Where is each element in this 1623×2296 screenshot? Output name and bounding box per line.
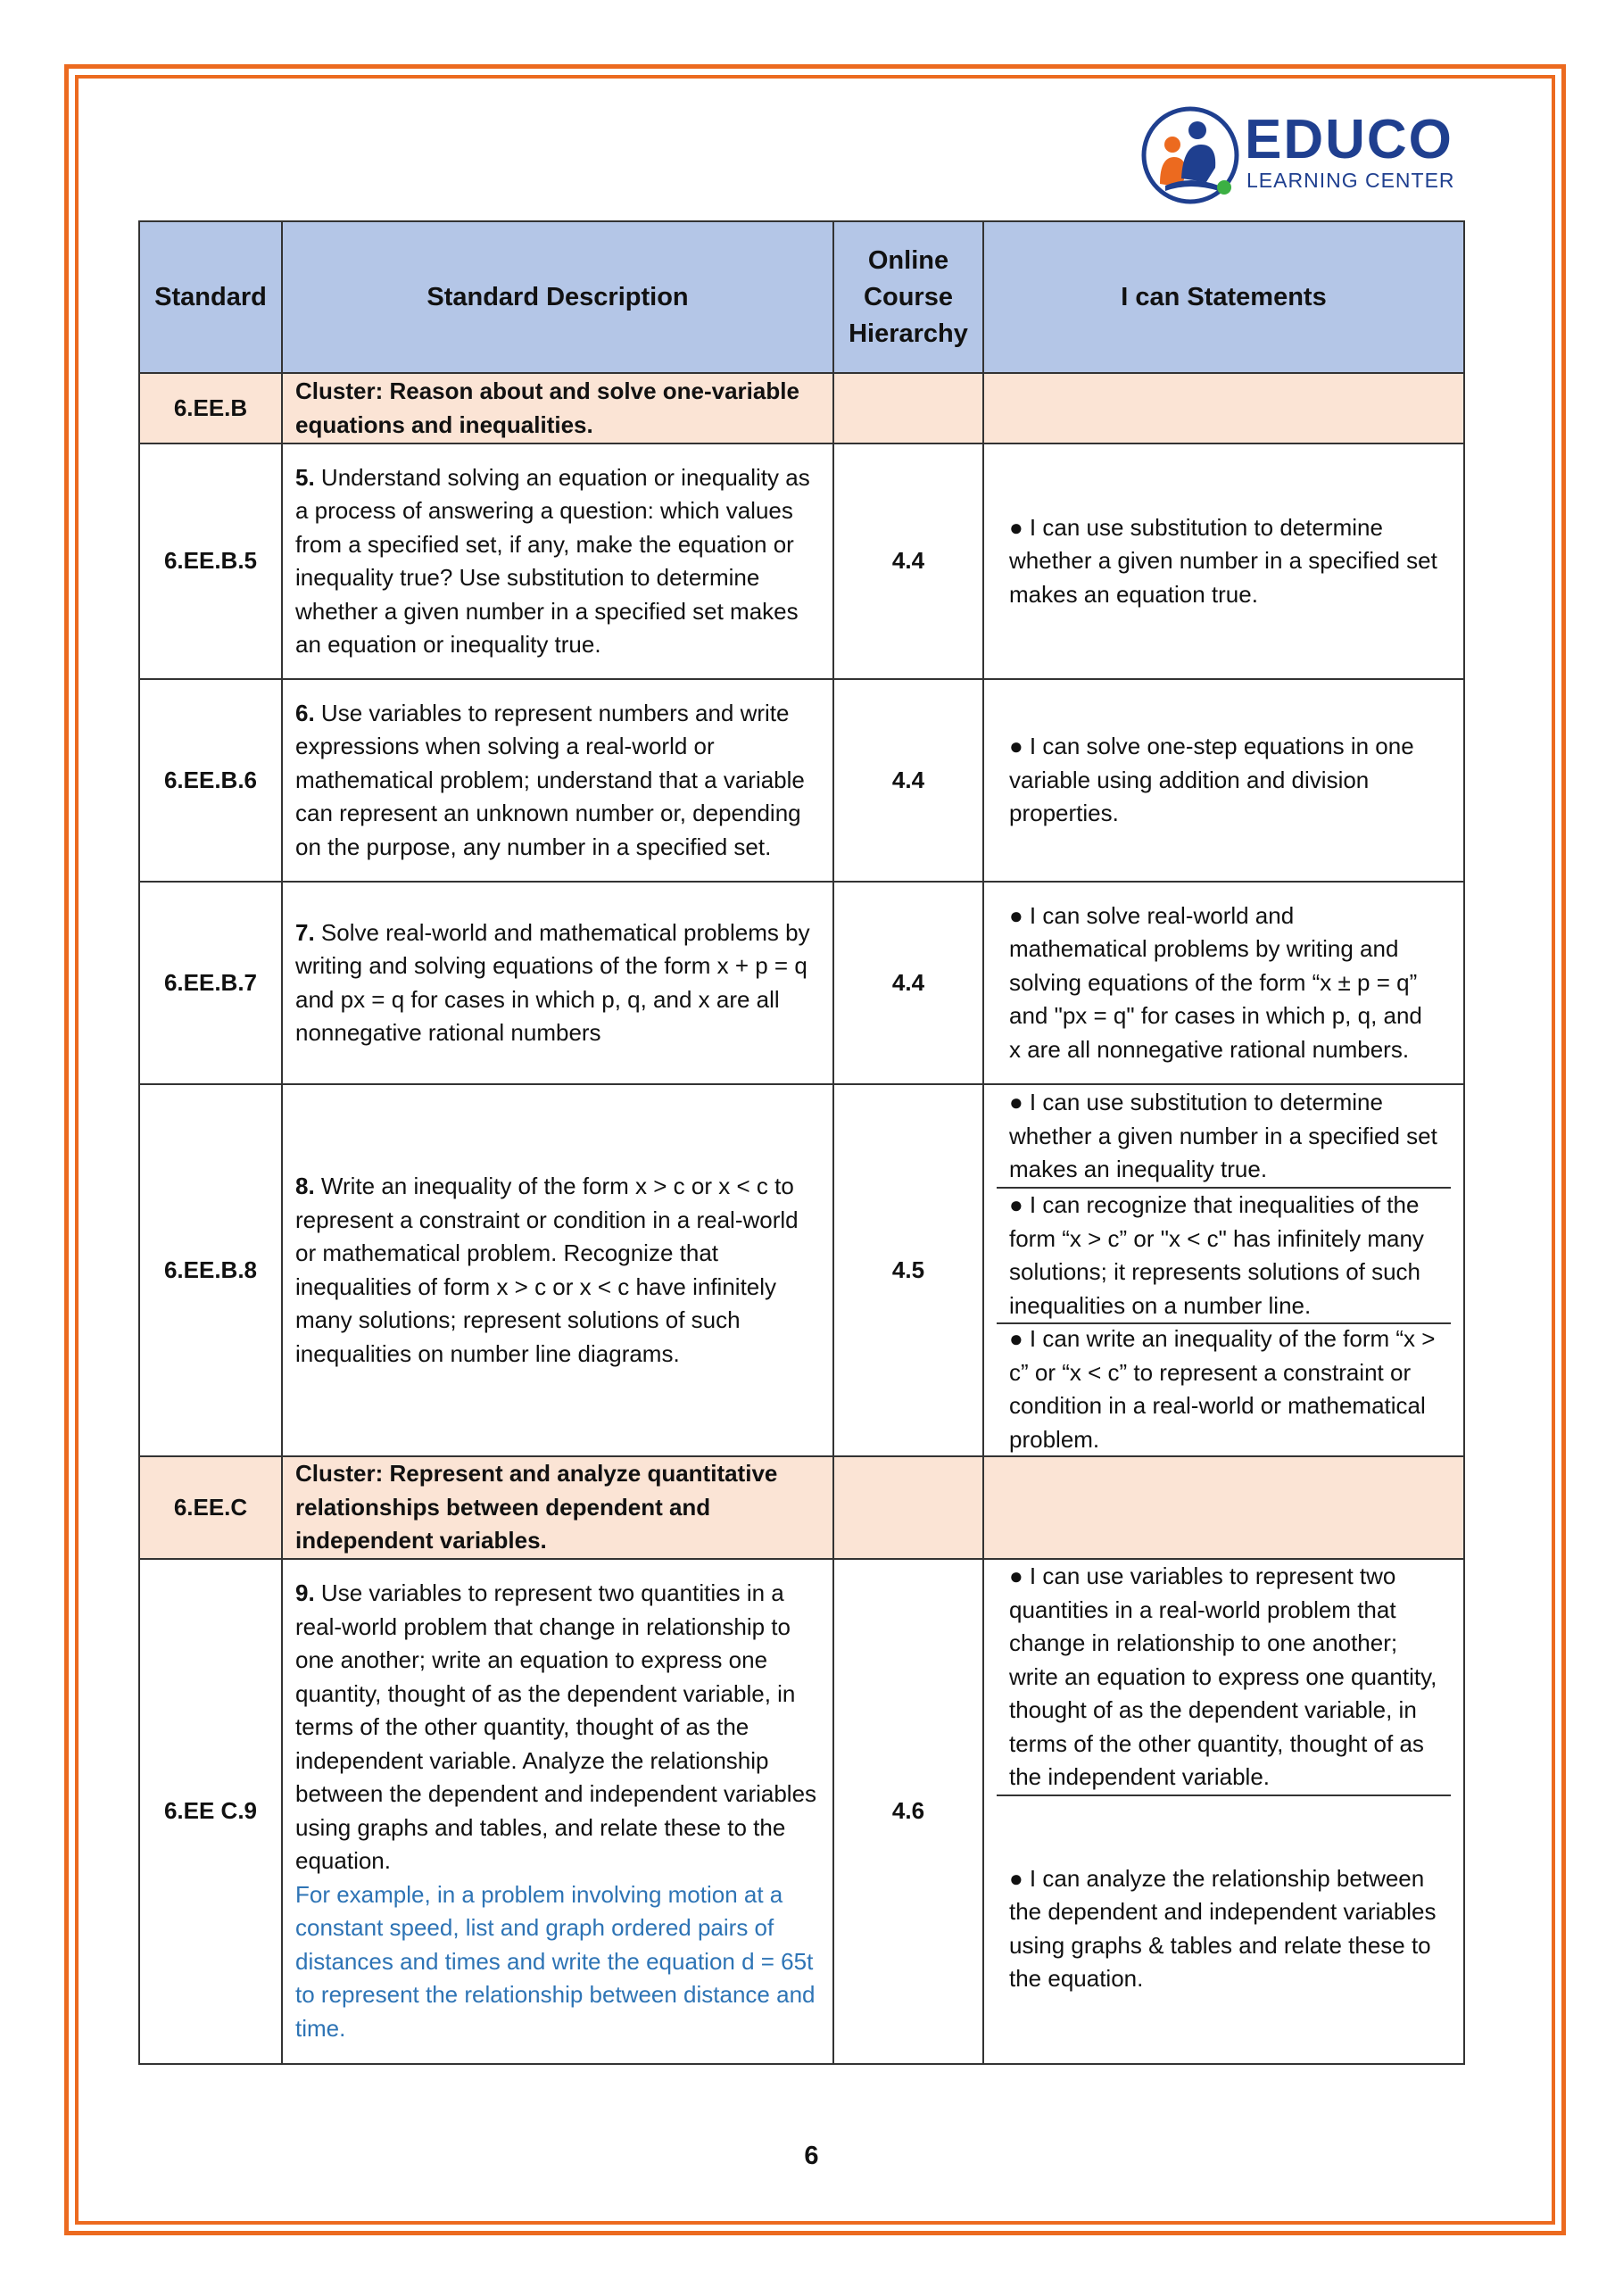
hierarchy-value: 4.4 [833,882,983,1084]
hierarchy-value: 4.6 [833,1559,983,2064]
table-row-cluster [139,373,1464,443]
cluster-description: Cluster: Reason about and solve one-variable equations and inequalities. [282,373,833,443]
ican-statement: ● I can use substitution to determine whether a given number in a specified set makes an equation true. [1009,513,1437,608]
standard-description [282,1084,833,1456]
standard-number: 6. [295,699,315,726]
standard-number: 8. [295,1173,315,1199]
ican-statement: ● I can write an inequality of the form “x > c” or “x < c” to represent a constraint or condition in a real-world or mathematical problem. [997,1322,1451,1455]
ican-cell [983,679,1464,882]
standard-code: 6.EE C.9 [139,1559,282,2064]
standard-description [282,443,833,679]
logo-emblem-icon [1140,105,1240,205]
hierarchy-cell-empty [833,1456,983,1559]
standard-text: Use variables to represent numbers and write expressions when solving a real-world or mathematical problem; understand that a variable can represent an unknown number or, depending on the purpose, any number in a specified set. [295,699,805,860]
table-header-row [139,221,1464,373]
standard-text: Solve real-world and mathematical problems by writing and solving equations of the form x + p = q and px = q for cases in which p, q, and x are all nonnegative rational numbers [295,918,810,1046]
header-ican: I can Statements [983,221,1464,373]
ican-cell [983,1559,1464,2064]
cluster-description: Cluster: Represent and analyze quantitative relationships between dependent and independent variables. [282,1456,833,1559]
hierarchy-value: 4.4 [833,679,983,882]
standard-description [282,1559,833,2064]
ican-statement: ● I can analyze the relationship between the dependent and independent variables using graphs & tables and relate these to the equation. [997,1795,1451,2062]
ican-cell [983,882,1464,1084]
standard-text: Write an inequality of the form x > c or x < c to represent a constraint or condition in a real-world or mathematical problem. Recognize that inequalities of form x > c or x < c have infinitely many solutions; represent solutions of such inequalities on number line diagrams. [295,1173,799,1367]
table-row [139,1084,1464,1456]
standard-code: 6.EE.C [139,1456,282,1559]
ican-statement: ● I can use substitution to determine whether a given number in a specified set makes an inequality true. [1009,1089,1437,1183]
standard-number: 7. [295,918,315,946]
ican-cell [983,1084,1464,1456]
logo-subtitle: LEARNING CENTER [1246,169,1455,192]
standard-number: 5. [295,463,315,491]
educo-logo [1140,105,1466,205]
standard-code: 6.EE.B.6 [139,679,282,882]
standard-number: 9. [295,1579,315,1606]
standard-code: 6.EE.B.5 [139,443,282,679]
hierarchy-cell-empty [833,373,983,443]
hierarchy-value: 4.4 [833,443,983,679]
standards-table [138,220,1465,2065]
page-number: 6 [804,2142,819,2170]
example-text: For example, in a problem involving motion at a constant speed, list and graph ordered pairs of distances and times and write the equation d = 65t to represent the relationship between distance and time. [295,1880,816,2042]
standard-code: 6.EE.B.7 [139,882,282,1084]
table-row [139,679,1464,882]
ican-cell-empty [983,373,1464,443]
header-hierarchy: Online Course Hierarchy [833,221,983,373]
ican-cell [983,443,1464,679]
table-row [139,882,1464,1084]
ican-cell-empty [983,1456,1464,1559]
ican-statement: ● I can recognize that inequalities of the form “x > c” or "x < c" has infinitely many solutions; it represents solutions of such inequalities on a number line. [997,1187,1451,1322]
standard-description [282,882,833,1084]
table-row [139,443,1464,679]
standard-code: 6.EE.B [139,373,282,443]
standard-text: Understand solving an equation or inequality as a process of answering a question: which values from a specified set, if any, make the equation or inequality true? Use substitution to determine whether a given number in a specified set makes an equation or inequality true. [295,463,810,658]
ican-statement: ● I can use variables to represent two quantities in a real-world problem that change in relationship to one another; write an equation to express one quantity, thought of as the dependent variable, in terms of the other quantity, thought of as the independent variable. [1009,1562,1437,1791]
standard-code: 6.EE.B.8 [139,1084,282,1456]
standard-description [282,679,833,882]
header-standard: Standard [139,221,282,373]
standard-text: Use variables to represent two quantities in a real-world problem that change in relationship to one another; write an equation to express one quantity, thought of as the dependent variable, in terms of the other quantity, thought of as the independent variable. Analyze the relationship between the dependent and independent variables using graphs and tables, and relate these to the equation. [295,1579,817,1874]
hierarchy-value: 4.5 [833,1084,983,1456]
ican-statement: ● I can solve one-step equations in one variable using addition and division properties. [1009,733,1414,827]
logo-title: EDUCO [1245,109,1453,170]
header-description: Standard Description [282,221,833,373]
table-row-cluster [139,1456,1464,1559]
table-row [139,1559,1464,2064]
ican-statement: ● I can solve real-world and mathematical problems by writing and solving equations of the form “x ± p = q” and "px = q" for cases in which p, q, and x are all nonnegative rational numbers. [1009,901,1422,1063]
